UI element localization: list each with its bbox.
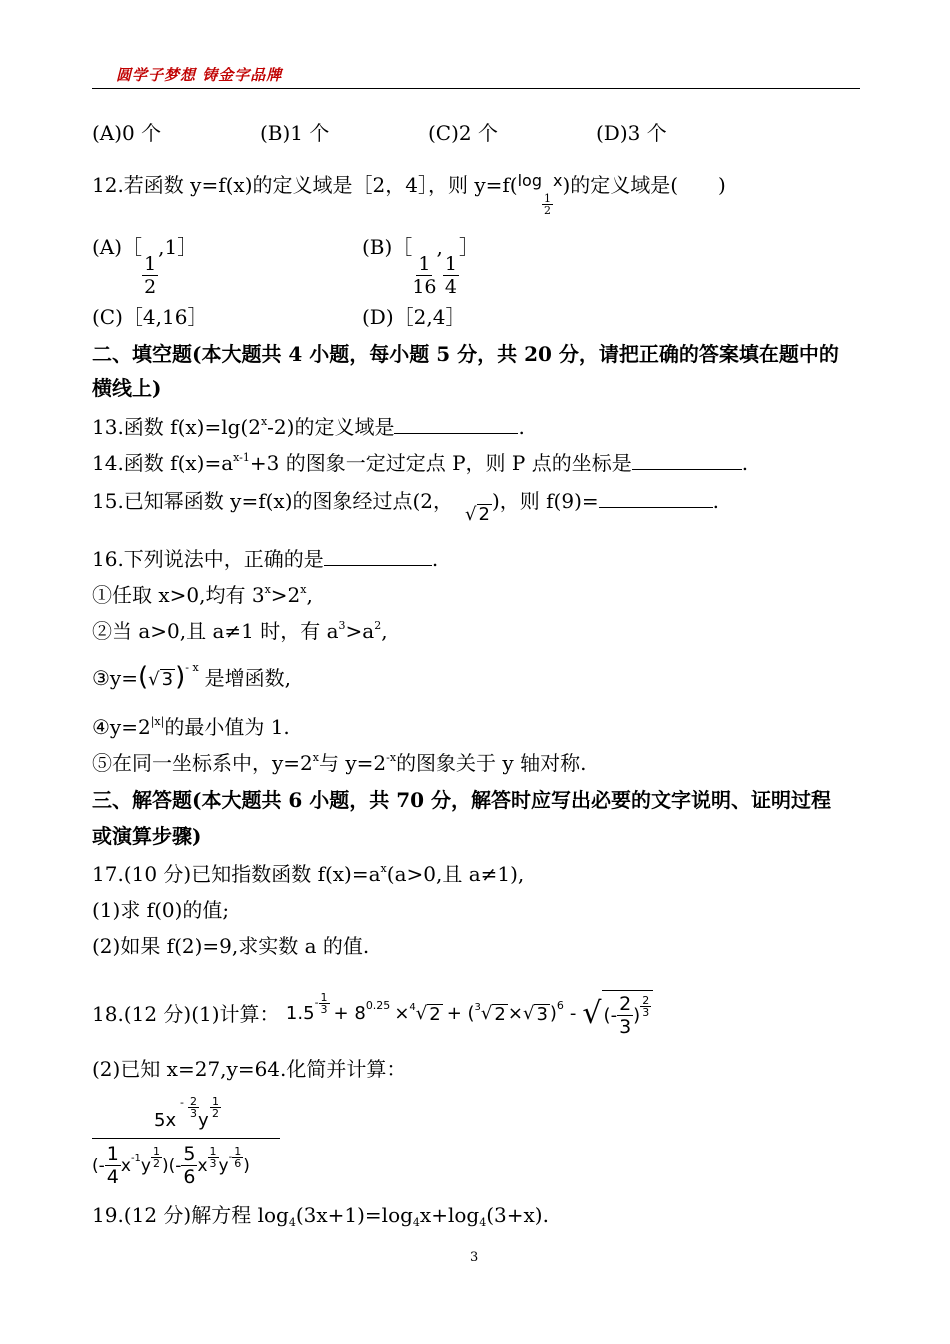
q12-option-b: (B)［ $\frac{1}{16}$ , $\frac{1}{4}$ ］ — [362, 235, 479, 298]
q11-option-c: (C)2 个 — [428, 121, 498, 145]
q16-stem: 16.下列说法中，正确的是 . — [92, 547, 439, 571]
q12-log-base: $\frac{1}{2}$ — [543, 192, 551, 217]
section2-heading-cont: 横线上) — [92, 376, 162, 400]
q14: 14.函数 $f(x)=a^{x-1}+3$ 的图象一定过定点 P，则 P 点的坐标是 . — [92, 451, 749, 475]
q18-fraction — [92, 1096, 280, 1188]
q18-fraction-bar — [92, 1138, 280, 1139]
q15-answer-blank[interactable] — [599, 489, 713, 508]
q12-option-a: (A)［ $\frac{1}{2}$ ,1］ — [92, 235, 198, 298]
q17-stem: 17.(10 分)已知指数函数 $f(x)=a^x(a>0$,且 a≠1), — [92, 862, 525, 886]
q11-option-a: (A)0 个 — [92, 121, 162, 145]
q15: 15.已知幂函数 y=f(x)的图象经过点(2，√ 2)，则 f(9)= . — [92, 488, 719, 528]
q12-log: log — [517, 171, 542, 190]
q12-option-c: (C)［4,16］ — [92, 305, 208, 329]
q18-expression: 1.5 - $\frac{1}{3}$ + 8 0.25 × 4 √ 2 + ( 3 √ 2 × √ 3 ) 6 - √ (- $\frac{2}{3}$ ) $\frac{2}{3}$ — [286, 990, 653, 1038]
q14-answer-blank[interactable] — [632, 451, 742, 470]
q19: 19.(12 分)解方程 $\log_4(3x+1)=\log_4x+\log_4(3+x)$. — [92, 1203, 549, 1229]
section2-heading: 二、填空题(本大题共 4 小题，每小题 5 分，共 20 分，请把正确的答案填在题中的 — [92, 342, 839, 366]
section3-heading-cont: 或演算步骤) — [92, 824, 202, 848]
q17-part-1: (1)求 f(0)的值; — [92, 898, 230, 922]
q16-statement-4: $④y=2^{|x|}$的最小值为 1. — [92, 715, 290, 739]
q12-option-d: (D)［2,4］ — [362, 305, 466, 329]
q15-sqrt: √ 2 — [465, 504, 490, 525]
q16-statement-5: ⑤在同一坐标系中，$y=2^x$与 $y=2^{-x}$的图象关于 y 轴对称. — [92, 751, 587, 775]
q11-option-b: (B)1 个 — [260, 121, 330, 145]
q13-answer-blank[interactable] — [394, 415, 518, 434]
q16-statement-2: ②当 a>0,且 a≠1 时，有 $a^3>a^2$, — [92, 619, 388, 643]
page-number: 3 — [470, 1250, 479, 1265]
q16-statement-1: ①任取 x>0,均有 $3^x>2^x$, — [92, 583, 313, 607]
q18-part-1: 18.(12 分)(1)计算： 1.5 - $\frac{1}{3}$ + 8 0.25 × 4 √ 2 + ( 3 √ 2 × √ 3 ) 6 - √ (- $\frac{2}{3}$ ) $\frac{2}{3}$ — [92, 990, 653, 1036]
q18-denominator: (- $\frac{1}{4}$ x -1 y $\frac{1}{2}$ )(- $\frac{5}{6}$ x $\frac{1}{3}$ y - $\frac{1}{6}$ ) — [92, 1143, 250, 1188]
q18-part-2: (2)已知 x=27,y=64.化简并计算： — [92, 1057, 407, 1081]
header-rule — [92, 88, 860, 89]
header-brand: 圆学子梦想 铸金字品牌 — [116, 66, 283, 84]
q18-numerator: 5x - $\frac{2}{3}$ y $\frac{1}{2}$ — [154, 1095, 219, 1131]
q16-statement-3: ③y=(√ 3)$^{- x}$ 是增函数, — [92, 661, 292, 692]
q11-option-d: (D)3 个 — [596, 121, 667, 145]
q13: 13.函数 $f(x)=\lg(2^x-2)$的定义域是 . — [92, 415, 525, 439]
q16-answer-blank[interactable] — [324, 547, 432, 566]
q17-part-2: (2)如果 f(2)=9,求实数 a 的值. — [92, 934, 370, 958]
section3-heading: 三、解答题(本大题共 6 小题，共 70 分，解答时应写出必要的文字说明、证明过程 — [92, 788, 832, 812]
q12-stem: 12.若函数 y=f(x)的定义域是［2，4］，则 y=f($^{log}$ $\frac{1}{2}$ $^x$)的定义域是( ) — [92, 171, 726, 217]
